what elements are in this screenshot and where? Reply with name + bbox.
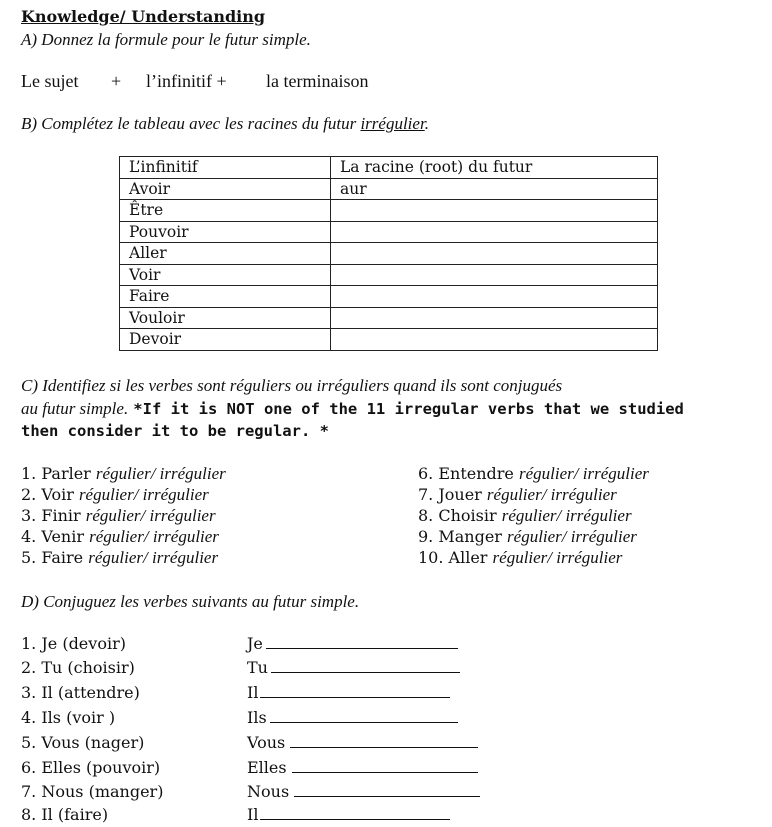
section-c-prompt-line1: C) Identifiez si les verbes sont réguliers ou irréguliers quand ils sont conjugués xyxy=(21,376,563,395)
table-cell-infinitive: Pouvoir xyxy=(120,221,331,243)
conjugation-verb: 3. Il (attendre) xyxy=(21,683,140,702)
table-cell-infinitive: Aller xyxy=(120,243,331,265)
conjugation-answer[interactable] xyxy=(247,634,458,653)
formula-plus: + xyxy=(111,71,122,91)
table-header-infinitive: L’infinitif xyxy=(120,157,331,179)
table-row xyxy=(120,329,658,351)
table-cell-root[interactable] xyxy=(331,200,658,222)
subject-pronoun: Il xyxy=(247,805,259,824)
verb-label: 8. Choisir xyxy=(418,506,497,525)
answer-blank[interactable] xyxy=(292,758,478,773)
table-cell-infinitive: Être xyxy=(120,200,331,222)
verb-label: 7. Jouer xyxy=(418,485,482,504)
table-row xyxy=(120,264,658,286)
table-cell-root[interactable] xyxy=(331,307,658,329)
section-b-prompt-suffix: . xyxy=(424,114,429,133)
table-cell-infinitive: Avoir xyxy=(120,178,331,200)
verb-label: 1. Parler xyxy=(21,464,91,483)
list-item xyxy=(418,485,617,505)
verb-label: 4. Venir xyxy=(21,527,84,546)
section-a-prompt: A) Donnez la formule pour le futur simple. xyxy=(21,30,311,49)
list-item xyxy=(21,485,209,505)
conjugation-answer[interactable] xyxy=(247,782,480,801)
table-cell-infinitive: Voir xyxy=(120,264,331,286)
conjugation-verb: 4. Ils (voir ) xyxy=(21,708,116,727)
answer-blank[interactable] xyxy=(260,805,450,820)
table-cell-root[interactable]: aur xyxy=(331,178,658,200)
list-item xyxy=(418,548,622,568)
formula-ending: la terminaison xyxy=(266,71,369,91)
list-item xyxy=(21,464,226,484)
subject-pronoun: Nous xyxy=(247,782,290,801)
worksheet-heading: Knowledge/ Understanding xyxy=(21,7,266,26)
verb-label: 3. Finir xyxy=(21,506,81,525)
conjugation-verb: 8. Il (faire) xyxy=(21,805,109,824)
section-d-prompt: D) Conjuguez les verbes suivants au futur simple. xyxy=(21,592,360,611)
choice-text[interactable]: régulier/ irrégulier xyxy=(78,485,209,504)
list-item xyxy=(418,506,632,526)
choice-text[interactable]: régulier/ irrégulier xyxy=(486,485,617,504)
answer-blank[interactable] xyxy=(266,634,458,649)
subject-pronoun: Tu xyxy=(247,658,268,677)
table-row xyxy=(120,200,658,222)
conjugation-answer[interactable] xyxy=(247,758,478,777)
list-item xyxy=(418,464,649,484)
choice-text[interactable]: régulier/ irrégulier xyxy=(95,464,226,483)
table-row xyxy=(120,178,658,200)
section-b-prompt-underlined: irrégulier xyxy=(360,114,425,133)
verb-label: 5. Faire xyxy=(21,548,84,567)
choice-text[interactable]: régulier/ irrégulier xyxy=(501,506,632,525)
table-cell-root[interactable] xyxy=(331,221,658,243)
list-item xyxy=(418,527,637,547)
conjugation-verb: 2. Tu (choisir) xyxy=(21,658,135,677)
subject-pronoun: Elles xyxy=(247,758,287,777)
verb-label: 9. Manger xyxy=(418,527,502,546)
section-c-prompt-line2 xyxy=(21,399,684,419)
conjugation-verb: 7. Nous (manger) xyxy=(21,782,164,801)
list-item xyxy=(21,527,219,547)
table-row xyxy=(120,243,658,265)
subject-pronoun: Je xyxy=(247,634,263,653)
table-header-root: La racine (root) du futur xyxy=(331,157,658,179)
formula-subject: Le sujet xyxy=(21,71,79,91)
answer-blank[interactable] xyxy=(271,658,460,673)
conjugation-answer[interactable] xyxy=(247,708,458,727)
choice-text[interactable]: régulier/ irrégulier xyxy=(507,527,637,546)
verb-label: 6. Entendre xyxy=(418,464,514,483)
list-item xyxy=(21,506,216,526)
conjugation-answer[interactable] xyxy=(247,805,450,824)
table-header-row xyxy=(120,157,658,179)
choice-text[interactable]: régulier/ irrégulier xyxy=(85,506,216,525)
section-b-prompt xyxy=(21,114,429,134)
section-b-prompt-text: B) Complétez le tableau avec les racines du futur xyxy=(21,114,361,133)
table-cell-root[interactable] xyxy=(331,264,658,286)
section-c-prompt-italic: au futur simple. xyxy=(21,399,129,418)
table-cell-root[interactable] xyxy=(331,243,658,265)
conjugation-answer[interactable] xyxy=(247,683,450,702)
table-row xyxy=(120,307,658,329)
conjugation-verb: 6. Elles (pouvoir) xyxy=(21,758,161,777)
table-cell-infinitive: Devoir xyxy=(120,329,331,351)
table-row xyxy=(120,221,658,243)
subject-pronoun: Vous xyxy=(247,733,286,752)
irregular-roots-table xyxy=(119,156,658,351)
subject-pronoun: Il xyxy=(247,683,259,702)
table-cell-infinitive: Vouloir xyxy=(120,307,331,329)
section-c-prompt-bold: *If it is NOT one of the 11 irregular verbs that we studied xyxy=(133,400,684,418)
formula-infinitive: l’infinitif + xyxy=(146,71,227,91)
table-row xyxy=(120,286,658,308)
section-c-prompt-line3: then consider it to be regular. * xyxy=(21,422,329,440)
table-cell-root[interactable] xyxy=(331,286,658,308)
verb-label: 2. Voir xyxy=(21,485,74,504)
choice-text[interactable]: régulier/ irrégulier xyxy=(88,548,219,567)
answer-blank[interactable] xyxy=(294,782,480,797)
verb-label: 10. Aller xyxy=(418,548,488,567)
conjugation-answer[interactable] xyxy=(247,658,460,677)
table-cell-root[interactable] xyxy=(331,329,658,351)
conjugation-answer[interactable] xyxy=(247,733,478,752)
choice-text[interactable]: régulier/ irrégulier xyxy=(89,527,219,546)
conjugation-verb: 5. Vous (nager) xyxy=(21,733,145,752)
subject-pronoun: Ils xyxy=(247,708,267,727)
answer-blank[interactable] xyxy=(260,683,450,698)
answer-blank[interactable] xyxy=(290,733,478,748)
list-item xyxy=(21,548,218,568)
choice-text[interactable]: régulier/ irrégulier xyxy=(492,548,623,567)
choice-text[interactable]: régulier/ irrégulier xyxy=(519,464,649,483)
answer-blank[interactable] xyxy=(270,708,458,723)
conjugation-verb: 1. Je (devoir) xyxy=(21,634,126,653)
table-cell-infinitive: Faire xyxy=(120,286,331,308)
